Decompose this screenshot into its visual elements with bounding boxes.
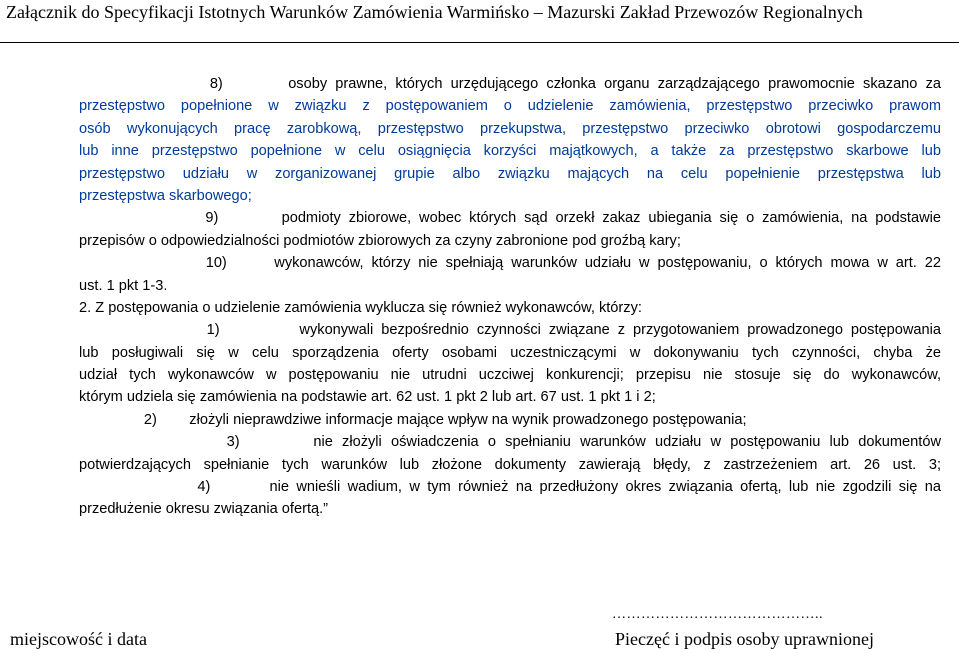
place-date-label: miejscowość i data xyxy=(10,629,147,649)
body-line: lub posługiwali się w celu sporządzenia oferty osobami uczestniczącymi w dokonywaniu tych czynności, chyba że xyxy=(79,344,941,361)
body-line: udział tych wykonawców w postępowaniu nie utrudni uczciwej konkurencji; przepisu nie stosuje się do wykonawców, xyxy=(79,367,941,384)
body-line: 4) nie wnieśli wadium, w tym również na przedłużony okres związania ofertą, lub nie zgodzili się na xyxy=(79,479,941,496)
header-title: Załącznik do Specyfikacji Istotnych Warunków Zamówienia Warmińsko – Mazurski Zakład Przewozów Regionalnych xyxy=(6,2,863,22)
document-body xyxy=(79,73,941,521)
body-line: 9) podmioty zbiorowe, wobec których sąd orzekł zakaz ubiegania się o zamówienia, na podstawie xyxy=(79,210,941,227)
body-line: którym udziela się zamówienia na podstawie art. 62 ust. 1 pkt 2 lub art. 67 ust. 1 pkt 1 i 2; xyxy=(79,389,656,406)
body-line: 10) wykonawców, którzy nie spełniają warunków udziału w postępowaniu, o których mowa w art. 22 xyxy=(79,255,942,272)
body-line: 8) osoby prawne, których urzędującego członka organu zarządzającego prawomocnie skazano za xyxy=(79,76,942,92)
body-line: przestępstwo udziału w zorganizowanej grupie albo związku mających na celu popełnienie przestępstwa lub xyxy=(79,165,941,182)
signature-label: Pieczęć i podpis osoby uprawnionej xyxy=(615,629,874,649)
body-line: 2) złożyli nieprawdziwe informacje mające wpływ na wynik prowadzonego postępowania; xyxy=(79,411,747,428)
body-line: przestępstwo popełnione w związku z postępowaniem o udzielenie zamówienia, przestępstwo przeciwko prawom xyxy=(79,98,941,115)
header-rule xyxy=(0,42,959,43)
body-line: 3) nie złożyli oświadczenia o spełnianiu warunków udziału w postępowaniu lub dokumentów xyxy=(79,434,942,451)
signature-line: …………………………………….. xyxy=(612,607,823,622)
body-line: potwierdzających spełnianie tych warunków lub złożone dokumenty zawierają błędy, z zastrzeżeniem art. 26 ust. 3; xyxy=(79,456,941,473)
body-line: osób wykonujących pracę zarobkową, przestępstwo przekupstwa, przestępstwo przeciwko obrotowi gospodarczemu xyxy=(79,120,941,137)
body-line: przepisów o odpowiedzialności podmiotów zbiorowych za czyny zabronione pod groźbą kary; xyxy=(79,232,681,249)
body-line: 1) wykonywali bezpośrednio czynności związane z przygotowaniem prowadzonego postępowania xyxy=(79,322,941,339)
body-line: lub inne przestępstwo popełnione w celu osiągnięcia korzyści majątkowych, a także za przestępstwo skarbowe lub xyxy=(79,143,941,160)
body-line: przestępstwa skarbowego; xyxy=(79,187,252,204)
body-line: przedłużenie okresu związania ofertą.” xyxy=(79,501,329,518)
document-header xyxy=(0,0,959,46)
body-line: ust. 1 pkt 1-3. xyxy=(79,277,168,294)
body-line: 2. Z postępowania o udzielenie zamówienia wyklucza się również wykonawców, którzy: xyxy=(79,299,642,316)
